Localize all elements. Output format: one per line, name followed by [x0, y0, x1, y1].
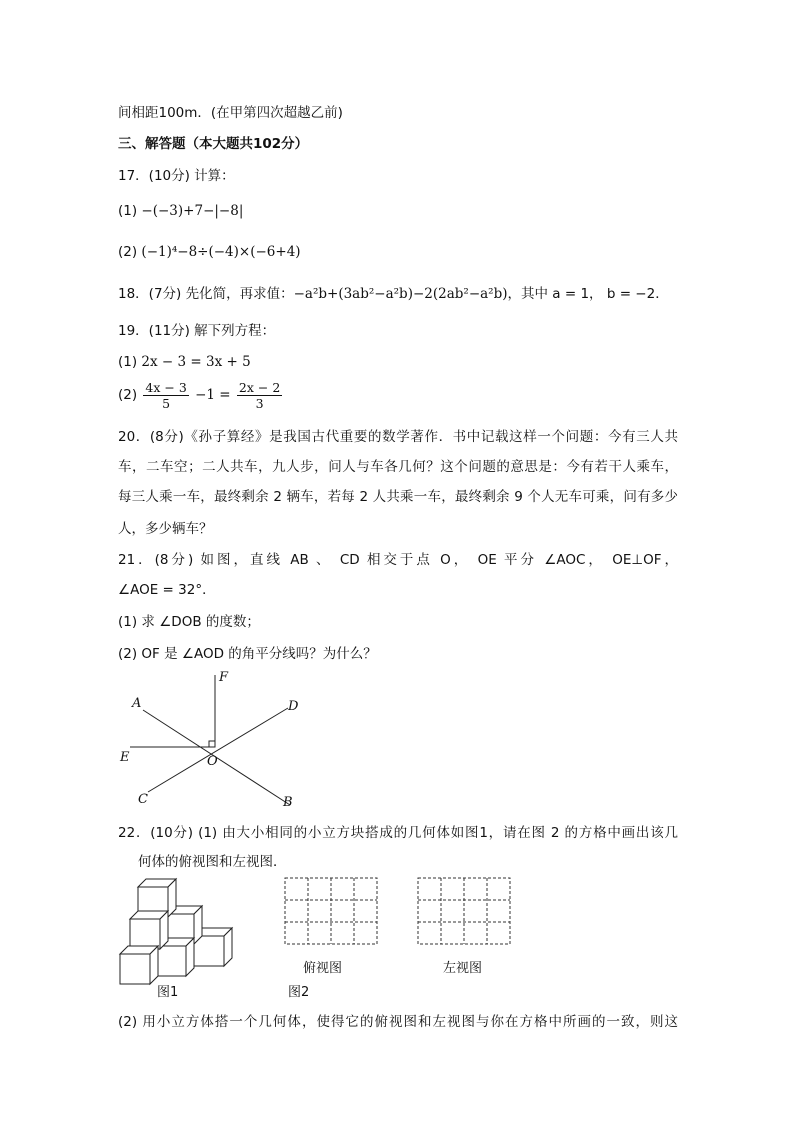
denominator: 3 — [255, 395, 264, 411]
question-21-part-1: (1) 求 ∠DOB 的度数； — [118, 614, 260, 630]
question-17-part-1 — [118, 201, 243, 221]
math-expression: −a²b+(3ab²−a²b)−2(2ab²−a²b) — [293, 286, 508, 302]
numerator: 2x − 2 — [238, 379, 281, 395]
question-22-line-2: 何体的俯视图和左视图． — [138, 854, 287, 870]
part-label: (1) — [118, 203, 138, 219]
fraction-left — [143, 380, 188, 411]
question-19-part-2 — [118, 378, 284, 412]
math-expression: (−1)⁴−8÷(−4)×(−6+4) — [141, 244, 301, 260]
math-operator: −1 = — [195, 387, 231, 403]
question-21-line-2: ∠AOE = 32°． — [118, 582, 216, 598]
denominator: 5 — [162, 395, 171, 411]
label-F: F — [219, 670, 229, 685]
left-view-grid — [418, 878, 510, 944]
question-19: 19．(11分) 解下列方程： — [118, 323, 276, 339]
right-angle-mark — [209, 741, 215, 747]
math-expression: −(−3)+7−|−8| — [141, 203, 244, 219]
numerator: 4x − 3 — [145, 379, 187, 395]
question-22-part-2: (2) 用小立方体搭一个几何体，使得它的俯视图和左视图与你在方格中所画的一致，则这 — [118, 1014, 678, 1030]
top-view-grid — [285, 878, 377, 944]
label-O: O — [207, 754, 218, 769]
figure-21-lines-diagram — [110, 665, 310, 815]
figure-1-caption: 图1 — [157, 985, 179, 1000]
label-C: C — [138, 792, 148, 807]
question-18-tail: ，其中 a = 1， b = −2． — [507, 286, 669, 302]
question-17-part-2 — [118, 242, 301, 262]
question-18-head: 18．(7分) 先化简，再求值： — [118, 286, 294, 302]
label-B: B — [283, 795, 293, 810]
question-20-line-3: 每三人乘一车，最终剩余 2 辆车，若每 2 人共乘一车，最终剩余 9 个人无车可乘，问有多少 — [118, 489, 678, 505]
question-21-line-1: 21．(8分) 如图，直线 AB 、 CD 相交于点 O， OE 平分 ∠AOC， OE⊥OF， — [118, 552, 678, 568]
figure-2-grids — [284, 877, 514, 947]
part-label: (2) — [118, 244, 138, 260]
label-D: D — [288, 699, 299, 714]
math-expression: 2x − 3 = 3x + 5 — [141, 354, 251, 370]
question-20-line-4: 人，多少辆车？ — [118, 521, 213, 537]
question-18 — [118, 284, 669, 304]
question-20-line-1: 20．(8分)《孙子算经》是我国古代重要的数学著作．书中记载这样一个问题：今有三人共 — [118, 429, 678, 445]
question-21-part-2: (2) OF 是 ∠AOD 的角平分线吗？为什么？ — [118, 646, 377, 662]
text-line-continuation: 间相距100m．(在甲第四次超越乙前) — [118, 105, 343, 121]
fraction-right — [237, 380, 282, 411]
label-E: E — [120, 750, 130, 765]
top-view-caption: 俯视图 — [303, 961, 343, 976]
label-A: A — [132, 696, 142, 711]
figure-1-cube-stack — [116, 875, 240, 990]
part-label: (2) — [118, 387, 138, 403]
question-20-line-2: 车，二车空；二人共车，九人步，问人与车各几何？这个问题的意思是：今有若干人乘车， — [118, 459, 678, 475]
part-label: (1) — [118, 354, 138, 370]
question-22-line-1: 22．(10分) (1) 由大小相同的小立方块搭成的几何体如图1，请在图 2 的方格中画出该几 — [118, 825, 678, 841]
left-view-caption: 左视图 — [443, 961, 483, 976]
line-CD — [148, 708, 288, 792]
section-heading: 三、解答题（本大题共102分） — [118, 136, 309, 152]
question-19-part-1 — [118, 352, 251, 372]
figure-2-caption: 图2 — [288, 985, 310, 1000]
question-17: 17．(10分) 计算： — [118, 168, 235, 184]
